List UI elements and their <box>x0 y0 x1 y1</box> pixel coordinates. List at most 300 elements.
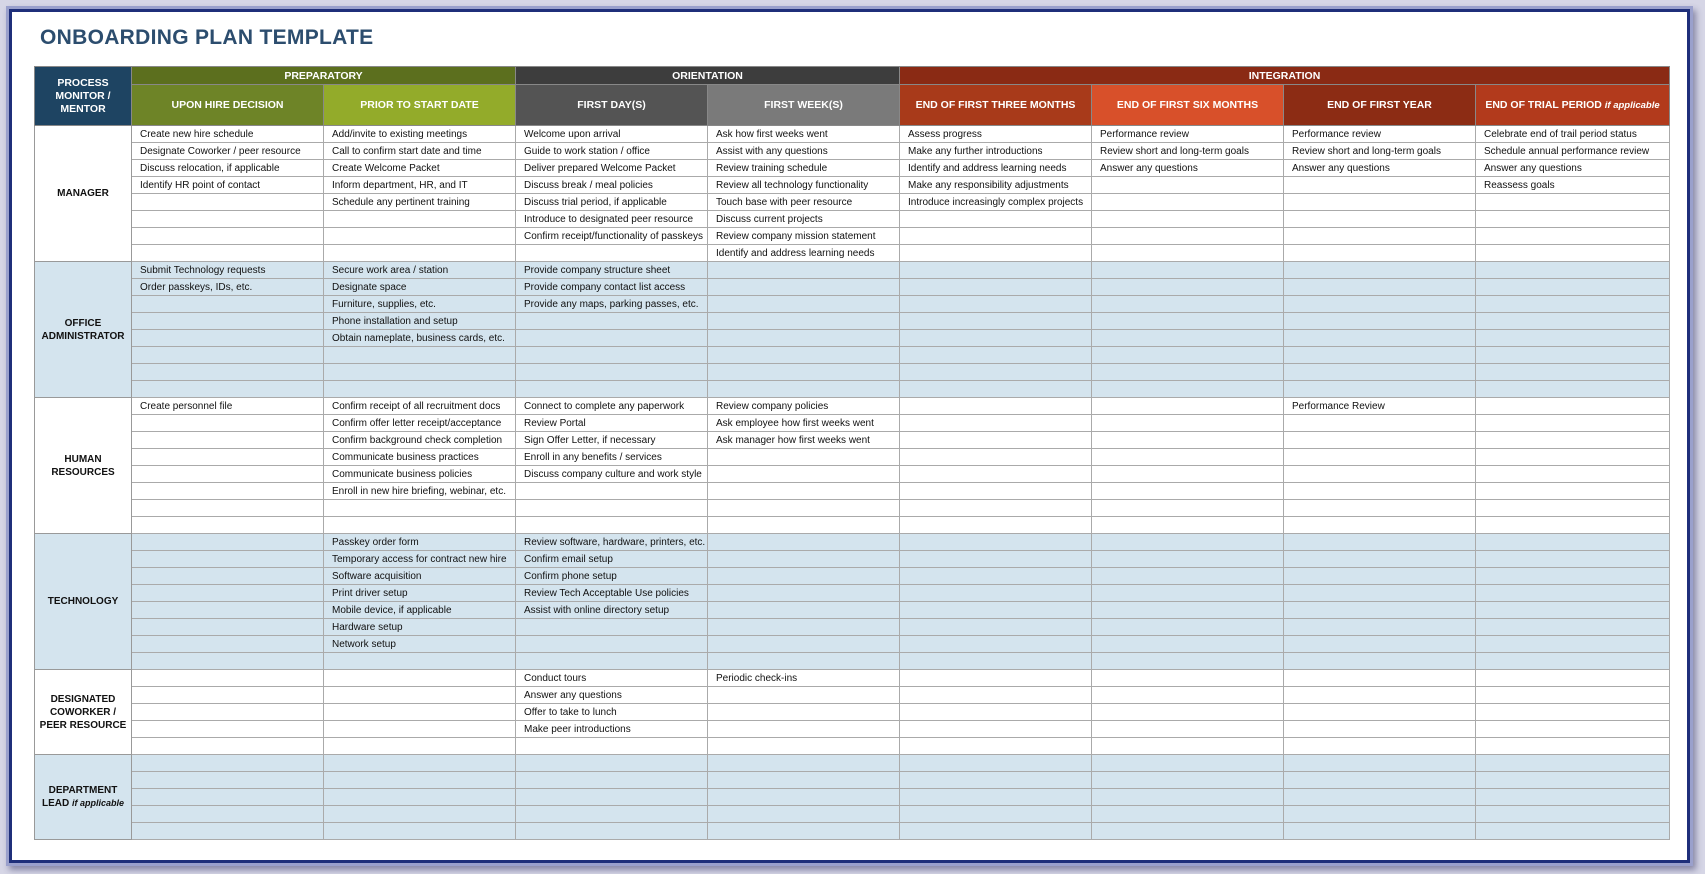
task-cell[interactable] <box>900 585 1092 602</box>
task-cell[interactable]: Schedule any pertinent training <box>324 194 516 211</box>
task-cell[interactable] <box>900 381 1092 398</box>
task-cell[interactable] <box>708 721 900 738</box>
task-cell[interactable] <box>1476 619 1670 636</box>
task-cell[interactable] <box>1284 551 1476 568</box>
task-cell[interactable] <box>708 449 900 466</box>
task-cell[interactable] <box>900 517 1092 534</box>
task-cell[interactable] <box>1284 687 1476 704</box>
task-cell[interactable]: Review Tech Acceptable Use policies <box>516 585 708 602</box>
task-cell[interactable]: Discuss relocation, if applicable <box>132 160 324 177</box>
task-cell[interactable]: Celebrate end of trail period status <box>1476 126 1670 143</box>
task-cell[interactable] <box>132 313 324 330</box>
task-cell[interactable] <box>324 228 516 245</box>
task-cell[interactable]: Review training schedule <box>708 160 900 177</box>
task-cell[interactable] <box>1092 517 1284 534</box>
task-cell[interactable] <box>1284 296 1476 313</box>
task-cell[interactable] <box>516 500 708 517</box>
task-cell[interactable] <box>900 721 1092 738</box>
task-cell[interactable]: Enroll in new hire briefing, webinar, etc. <box>324 483 516 500</box>
task-cell[interactable] <box>1476 364 1670 381</box>
task-cell[interactable] <box>900 653 1092 670</box>
task-cell[interactable] <box>1284 364 1476 381</box>
task-cell[interactable] <box>1476 415 1670 432</box>
task-cell[interactable]: Assess progress <box>900 126 1092 143</box>
task-cell[interactable]: Review short and long-term goals <box>1284 143 1476 160</box>
task-cell[interactable] <box>324 704 516 721</box>
task-cell[interactable] <box>1284 262 1476 279</box>
task-cell[interactable] <box>1284 211 1476 228</box>
task-cell[interactable] <box>1284 228 1476 245</box>
task-cell[interactable]: Reassess goals <box>1476 177 1670 194</box>
task-cell[interactable] <box>1092 551 1284 568</box>
task-cell[interactable] <box>1092 772 1284 789</box>
task-cell[interactable] <box>1092 279 1284 296</box>
task-cell[interactable] <box>1476 806 1670 823</box>
task-cell[interactable] <box>900 534 1092 551</box>
task-cell[interactable] <box>900 806 1092 823</box>
task-cell[interactable] <box>900 296 1092 313</box>
task-cell[interactable] <box>324 823 516 840</box>
task-cell[interactable] <box>324 347 516 364</box>
task-cell[interactable] <box>708 636 900 653</box>
task-cell[interactable] <box>1092 483 1284 500</box>
task-cell[interactable] <box>1284 517 1476 534</box>
task-cell[interactable] <box>516 636 708 653</box>
task-cell[interactable] <box>516 738 708 755</box>
task-cell[interactable] <box>516 381 708 398</box>
task-cell[interactable] <box>900 789 1092 806</box>
task-cell[interactable] <box>1092 500 1284 517</box>
task-cell[interactable]: Designate space <box>324 279 516 296</box>
task-cell[interactable] <box>1476 483 1670 500</box>
task-cell[interactable]: Guide to work station / office <box>516 143 708 160</box>
task-cell[interactable] <box>516 806 708 823</box>
task-cell[interactable] <box>1476 823 1670 840</box>
task-cell[interactable] <box>132 517 324 534</box>
task-cell[interactable] <box>708 330 900 347</box>
task-cell[interactable] <box>900 619 1092 636</box>
task-cell[interactable] <box>516 347 708 364</box>
task-cell[interactable]: Deliver prepared Welcome Packet <box>516 160 708 177</box>
task-cell[interactable]: Answer any questions <box>1092 160 1284 177</box>
task-cell[interactable] <box>900 228 1092 245</box>
task-cell[interactable] <box>900 823 1092 840</box>
task-cell[interactable] <box>1476 670 1670 687</box>
task-cell[interactable] <box>1284 568 1476 585</box>
task-cell[interactable] <box>1476 500 1670 517</box>
task-cell[interactable] <box>1476 602 1670 619</box>
task-cell[interactable] <box>1092 466 1284 483</box>
task-cell[interactable] <box>900 670 1092 687</box>
task-cell[interactable] <box>1476 721 1670 738</box>
task-cell[interactable]: Answer any questions <box>516 687 708 704</box>
task-cell[interactable] <box>132 449 324 466</box>
task-cell[interactable] <box>708 653 900 670</box>
task-cell[interactable] <box>1476 755 1670 772</box>
task-cell[interactable] <box>1092 636 1284 653</box>
task-cell[interactable] <box>1092 823 1284 840</box>
task-cell[interactable] <box>324 670 516 687</box>
task-cell[interactable] <box>708 347 900 364</box>
task-cell[interactable] <box>1476 449 1670 466</box>
task-cell[interactable]: Submit Technology requests <box>132 262 324 279</box>
task-cell[interactable] <box>132 483 324 500</box>
task-cell[interactable] <box>900 211 1092 228</box>
task-cell[interactable] <box>708 500 900 517</box>
task-cell[interactable] <box>708 619 900 636</box>
task-cell[interactable] <box>1284 823 1476 840</box>
task-cell[interactable] <box>1284 653 1476 670</box>
task-cell[interactable]: Introduce increasingly complex projects <box>900 194 1092 211</box>
task-cell[interactable] <box>132 738 324 755</box>
task-cell[interactable] <box>1284 483 1476 500</box>
task-cell[interactable] <box>900 483 1092 500</box>
task-cell[interactable] <box>1476 228 1670 245</box>
task-cell[interactable]: Network setup <box>324 636 516 653</box>
task-cell[interactable] <box>1092 245 1284 262</box>
task-cell[interactable] <box>1092 704 1284 721</box>
task-cell[interactable] <box>708 296 900 313</box>
task-cell[interactable] <box>708 534 900 551</box>
task-cell[interactable] <box>516 653 708 670</box>
task-cell[interactable]: Review all technology functionality <box>708 177 900 194</box>
task-cell[interactable] <box>708 364 900 381</box>
task-cell[interactable] <box>132 687 324 704</box>
task-cell[interactable] <box>1092 653 1284 670</box>
task-cell[interactable] <box>900 551 1092 568</box>
task-cell[interactable]: Review Portal <box>516 415 708 432</box>
task-cell[interactable] <box>132 585 324 602</box>
task-cell[interactable] <box>1092 755 1284 772</box>
task-cell[interactable] <box>1284 619 1476 636</box>
task-cell[interactable] <box>516 823 708 840</box>
task-cell[interactable] <box>132 330 324 347</box>
task-cell[interactable] <box>132 415 324 432</box>
task-cell[interactable] <box>1284 330 1476 347</box>
task-cell[interactable] <box>1284 245 1476 262</box>
task-cell[interactable] <box>1284 585 1476 602</box>
task-cell[interactable]: Designate Coworker / peer resource <box>132 143 324 160</box>
task-cell[interactable] <box>708 262 900 279</box>
task-cell[interactable] <box>324 500 516 517</box>
task-cell[interactable] <box>132 432 324 449</box>
task-cell[interactable] <box>708 568 900 585</box>
task-cell[interactable]: Discuss trial period, if applicable <box>516 194 708 211</box>
task-cell[interactable] <box>1476 687 1670 704</box>
task-cell[interactable] <box>1092 670 1284 687</box>
task-cell[interactable] <box>132 211 324 228</box>
task-cell[interactable] <box>1092 534 1284 551</box>
task-cell[interactable]: Identify and address learning needs <box>900 160 1092 177</box>
task-cell[interactable] <box>132 347 324 364</box>
task-cell[interactable] <box>708 517 900 534</box>
task-cell[interactable]: Review short and long-term goals <box>1092 143 1284 160</box>
task-cell[interactable]: Temporary access for contract new hire <box>324 551 516 568</box>
task-cell[interactable] <box>1092 296 1284 313</box>
task-cell[interactable] <box>1476 313 1670 330</box>
task-cell[interactable] <box>132 194 324 211</box>
task-cell[interactable] <box>1092 347 1284 364</box>
task-cell[interactable] <box>324 381 516 398</box>
task-cell[interactable] <box>1092 449 1284 466</box>
task-cell[interactable] <box>324 687 516 704</box>
task-cell[interactable] <box>1476 738 1670 755</box>
task-cell[interactable] <box>1284 602 1476 619</box>
task-cell[interactable] <box>132 789 324 806</box>
task-cell[interactable] <box>324 789 516 806</box>
task-cell[interactable]: Software acquisition <box>324 568 516 585</box>
task-cell[interactable] <box>1476 262 1670 279</box>
task-cell[interactable] <box>324 721 516 738</box>
task-cell[interactable] <box>516 364 708 381</box>
task-cell[interactable] <box>516 517 708 534</box>
task-cell[interactable] <box>708 313 900 330</box>
task-cell[interactable] <box>132 602 324 619</box>
task-cell[interactable] <box>1092 313 1284 330</box>
task-cell[interactable]: Confirm receipt of all recruitment docs <box>324 398 516 415</box>
task-cell[interactable] <box>708 483 900 500</box>
task-cell[interactable]: Sign Offer Letter, if necessary <box>516 432 708 449</box>
task-cell[interactable] <box>900 738 1092 755</box>
task-cell[interactable] <box>1092 262 1284 279</box>
task-cell[interactable] <box>516 313 708 330</box>
task-cell[interactable] <box>1476 279 1670 296</box>
task-cell[interactable] <box>1284 194 1476 211</box>
task-cell[interactable] <box>1476 568 1670 585</box>
task-cell[interactable]: Create Welcome Packet <box>324 160 516 177</box>
task-cell[interactable] <box>132 823 324 840</box>
task-cell[interactable] <box>1284 789 1476 806</box>
task-cell[interactable] <box>708 551 900 568</box>
task-cell[interactable]: Passkey order form <box>324 534 516 551</box>
task-cell[interactable] <box>900 364 1092 381</box>
task-cell[interactable] <box>132 704 324 721</box>
task-cell[interactable] <box>132 296 324 313</box>
task-cell[interactable] <box>1476 245 1670 262</box>
task-cell[interactable] <box>1284 670 1476 687</box>
task-cell[interactable]: Review company mission statement <box>708 228 900 245</box>
task-cell[interactable]: Welcome upon arrival <box>516 126 708 143</box>
task-cell[interactable] <box>900 466 1092 483</box>
task-cell[interactable]: Confirm receipt/functionality of passkeys <box>516 228 708 245</box>
task-cell[interactable] <box>708 687 900 704</box>
task-cell[interactable] <box>1476 381 1670 398</box>
task-cell[interactable] <box>1476 653 1670 670</box>
task-cell[interactable] <box>1476 772 1670 789</box>
task-cell[interactable]: Assist with online directory setup <box>516 602 708 619</box>
task-cell[interactable] <box>1476 296 1670 313</box>
task-cell[interactable] <box>132 364 324 381</box>
task-cell[interactable] <box>1092 415 1284 432</box>
task-cell[interactable]: Answer any questions <box>1476 160 1670 177</box>
task-cell[interactable] <box>900 245 1092 262</box>
task-cell[interactable] <box>1092 806 1284 823</box>
task-cell[interactable] <box>1284 432 1476 449</box>
task-cell[interactable] <box>1284 449 1476 466</box>
task-cell[interactable]: Confirm offer letter receipt/acceptance <box>324 415 516 432</box>
task-cell[interactable] <box>1284 738 1476 755</box>
task-cell[interactable] <box>132 670 324 687</box>
task-cell[interactable] <box>900 636 1092 653</box>
task-cell[interactable]: Add/invite to existing meetings <box>324 126 516 143</box>
task-cell[interactable]: Phone installation and setup <box>324 313 516 330</box>
task-cell[interactable] <box>1284 381 1476 398</box>
task-cell[interactable]: Review company policies <box>708 398 900 415</box>
task-cell[interactable] <box>900 432 1092 449</box>
task-cell[interactable] <box>132 228 324 245</box>
task-cell[interactable]: Ask employee how first weeks went <box>708 415 900 432</box>
task-cell[interactable] <box>900 279 1092 296</box>
task-cell[interactable]: Ask how first weeks went <box>708 126 900 143</box>
task-cell[interactable] <box>324 245 516 262</box>
task-cell[interactable]: Order passkeys, IDs, etc. <box>132 279 324 296</box>
task-cell[interactable]: Communicate business practices <box>324 449 516 466</box>
task-cell[interactable] <box>132 534 324 551</box>
task-cell[interactable] <box>1092 602 1284 619</box>
task-cell[interactable] <box>132 551 324 568</box>
task-cell[interactable]: Identify HR point of contact <box>132 177 324 194</box>
task-cell[interactable] <box>516 619 708 636</box>
task-cell[interactable] <box>1092 585 1284 602</box>
task-cell[interactable] <box>708 585 900 602</box>
task-cell[interactable]: Inform department, HR, and IT <box>324 177 516 194</box>
task-cell[interactable]: Furniture, supplies, etc. <box>324 296 516 313</box>
task-cell[interactable] <box>1092 194 1284 211</box>
task-cell[interactable] <box>132 653 324 670</box>
task-cell[interactable] <box>1092 330 1284 347</box>
task-cell[interactable]: Periodic check-ins <box>708 670 900 687</box>
task-cell[interactable] <box>1476 704 1670 721</box>
task-cell[interactable] <box>1476 398 1670 415</box>
task-cell[interactable] <box>1092 177 1284 194</box>
task-cell[interactable] <box>1092 568 1284 585</box>
task-cell[interactable] <box>324 772 516 789</box>
task-cell[interactable]: Introduce to designated peer resource <box>516 211 708 228</box>
task-cell[interactable] <box>1284 772 1476 789</box>
task-cell[interactable] <box>1284 347 1476 364</box>
task-cell[interactable] <box>900 772 1092 789</box>
task-cell[interactable] <box>1476 585 1670 602</box>
task-cell[interactable]: Discuss current projects <box>708 211 900 228</box>
task-cell[interactable] <box>132 755 324 772</box>
task-cell[interactable] <box>132 466 324 483</box>
task-cell[interactable]: Connect to complete any paperwork <box>516 398 708 415</box>
task-cell[interactable]: Provide company contact list access <box>516 279 708 296</box>
task-cell[interactable]: Obtain nameplate, business cards, etc. <box>324 330 516 347</box>
task-cell[interactable] <box>708 789 900 806</box>
task-cell[interactable] <box>1092 619 1284 636</box>
task-cell[interactable] <box>132 619 324 636</box>
task-cell[interactable]: Schedule annual performance review <box>1476 143 1670 160</box>
task-cell[interactable]: Performance review <box>1284 126 1476 143</box>
task-cell[interactable] <box>708 381 900 398</box>
task-cell[interactable]: Create personnel file <box>132 398 324 415</box>
task-cell[interactable] <box>708 755 900 772</box>
task-cell[interactable] <box>132 772 324 789</box>
task-cell[interactable] <box>1476 636 1670 653</box>
task-cell[interactable] <box>1284 806 1476 823</box>
task-cell[interactable] <box>516 772 708 789</box>
task-cell[interactable] <box>1284 415 1476 432</box>
task-cell[interactable]: Identify and address learning needs <box>708 245 900 262</box>
task-cell[interactable] <box>1092 364 1284 381</box>
task-cell[interactable] <box>708 772 900 789</box>
task-cell[interactable]: Performance Review <box>1284 398 1476 415</box>
task-cell[interactable]: Mobile device, if applicable <box>324 602 516 619</box>
task-cell[interactable] <box>1476 194 1670 211</box>
task-cell[interactable]: Offer to take to lunch <box>516 704 708 721</box>
task-cell[interactable] <box>324 738 516 755</box>
task-cell[interactable] <box>900 704 1092 721</box>
task-cell[interactable]: Confirm background check completion <box>324 432 516 449</box>
task-cell[interactable] <box>900 330 1092 347</box>
task-cell[interactable]: Confirm phone setup <box>516 568 708 585</box>
task-cell[interactable] <box>132 568 324 585</box>
task-cell[interactable] <box>1476 551 1670 568</box>
task-cell[interactable] <box>516 245 708 262</box>
task-cell[interactable] <box>1284 313 1476 330</box>
task-cell[interactable]: Create new hire schedule <box>132 126 324 143</box>
task-cell[interactable] <box>132 500 324 517</box>
task-cell[interactable] <box>1284 177 1476 194</box>
task-cell[interactable] <box>900 262 1092 279</box>
task-cell[interactable] <box>708 279 900 296</box>
task-cell[interactable] <box>516 755 708 772</box>
task-cell[interactable] <box>708 806 900 823</box>
task-cell[interactable] <box>324 517 516 534</box>
task-cell[interactable] <box>900 347 1092 364</box>
task-cell[interactable] <box>1476 347 1670 364</box>
task-cell[interactable] <box>516 483 708 500</box>
task-cell[interactable]: Assist with any questions <box>708 143 900 160</box>
task-cell[interactable] <box>132 636 324 653</box>
task-cell[interactable] <box>1476 517 1670 534</box>
task-cell[interactable] <box>708 466 900 483</box>
task-cell[interactable] <box>324 211 516 228</box>
task-cell[interactable]: Provide company structure sheet <box>516 262 708 279</box>
task-cell[interactable]: Provide any maps, parking passes, etc. <box>516 296 708 313</box>
task-cell[interactable] <box>1476 330 1670 347</box>
task-cell[interactable]: Call to confirm start date and time <box>324 143 516 160</box>
task-cell[interactable] <box>900 415 1092 432</box>
task-cell[interactable]: Conduct tours <box>516 670 708 687</box>
task-cell[interactable] <box>324 755 516 772</box>
task-cell[interactable] <box>900 755 1092 772</box>
task-cell[interactable] <box>324 653 516 670</box>
task-cell[interactable] <box>1476 789 1670 806</box>
task-cell[interactable] <box>1092 738 1284 755</box>
task-cell[interactable] <box>900 602 1092 619</box>
task-cell[interactable] <box>900 687 1092 704</box>
task-cell[interactable]: Make peer introductions <box>516 721 708 738</box>
task-cell[interactable] <box>1476 432 1670 449</box>
task-cell[interactable]: Secure work area / station <box>324 262 516 279</box>
task-cell[interactable] <box>1476 534 1670 551</box>
task-cell[interactable] <box>1284 466 1476 483</box>
task-cell[interactable] <box>1092 381 1284 398</box>
task-cell[interactable] <box>1092 228 1284 245</box>
task-cell[interactable] <box>1284 500 1476 517</box>
task-cell[interactable] <box>324 806 516 823</box>
task-cell[interactable] <box>1476 211 1670 228</box>
task-cell[interactable]: Discuss company culture and work style <box>516 466 708 483</box>
task-cell[interactable] <box>900 500 1092 517</box>
task-cell[interactable]: Hardware setup <box>324 619 516 636</box>
task-cell[interactable]: Review software, hardware, printers, etc. <box>516 534 708 551</box>
task-cell[interactable] <box>900 313 1092 330</box>
task-cell[interactable] <box>708 823 900 840</box>
task-cell[interactable]: Print driver setup <box>324 585 516 602</box>
